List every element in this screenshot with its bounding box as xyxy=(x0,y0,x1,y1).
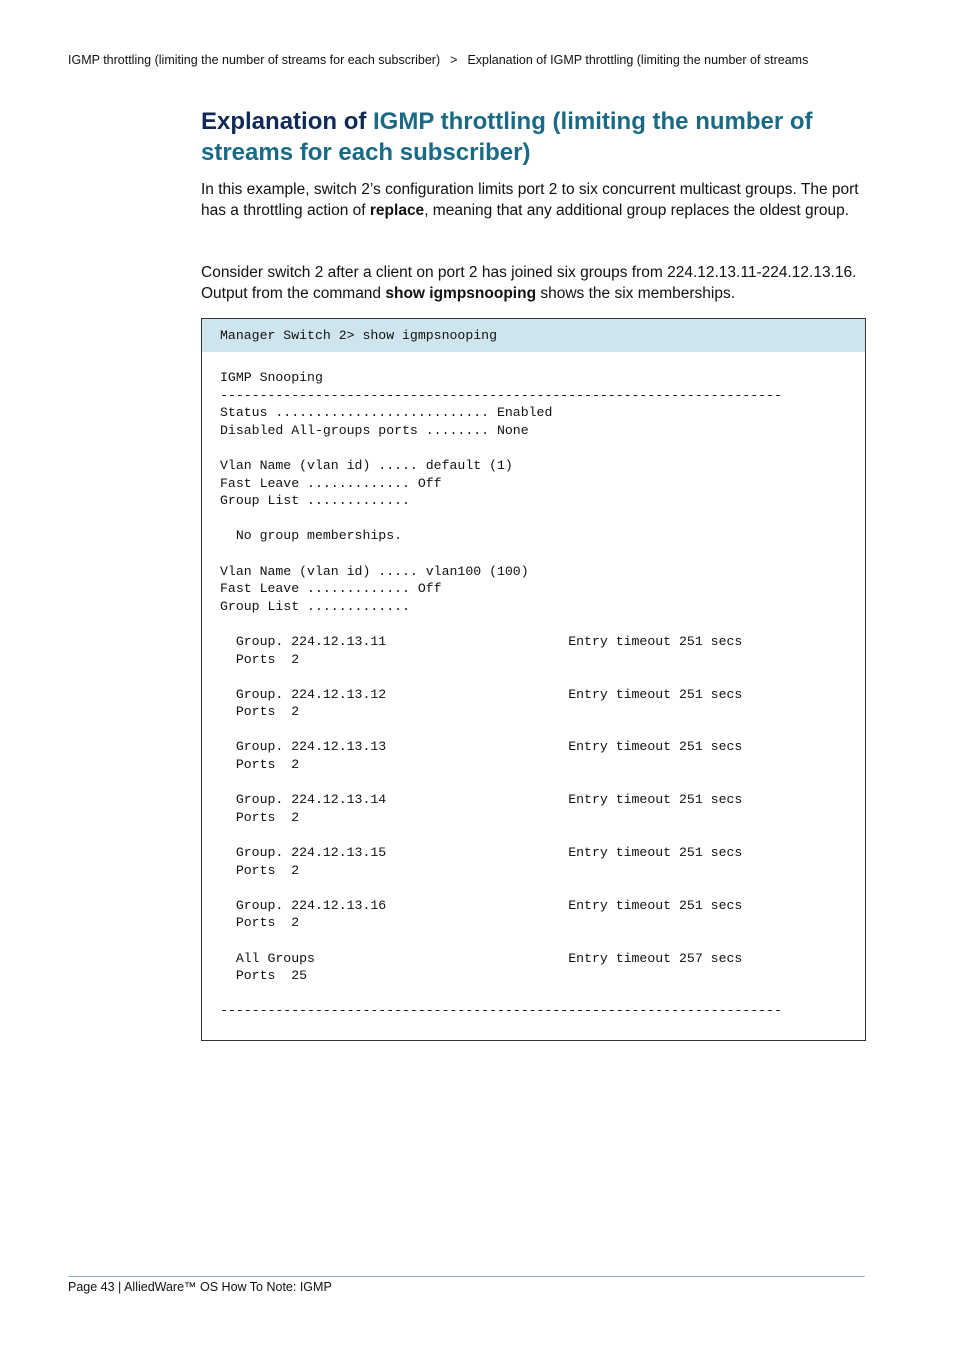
command-line: Manager Switch 2> show igmpsnooping xyxy=(202,319,865,352)
page-title-highlight: IGMP throttling (limiting the number of streams for each subscriber) xyxy=(201,108,813,166)
breadcrumb-current: Explanation of IGMP throttling (limiting the number of streams xyxy=(467,53,809,67)
context-text-after: shows the six memberships. xyxy=(536,285,736,302)
context-text-before: Consider switch 2 after a client on port 2 has joined six groups from 224.12.13.11-224.12.13.16. Output from the command xyxy=(201,264,857,302)
intro-text-before: In this example, switch 2’s configuration limits port 2 to six concurrent multicast groups. The port has a throttling action of xyxy=(201,181,859,219)
page-title-prefix: Explanation of xyxy=(201,108,374,135)
context-paragraph xyxy=(201,262,869,304)
breadcrumb xyxy=(68,53,868,67)
page-title xyxy=(201,106,871,168)
breadcrumb-parent: IGMP throttling (limiting the number of streams for each subscriber) xyxy=(68,53,441,67)
command-output: IGMP Snooping ----------------------------------------------------------------------- Status ........................... Enabled Disabled All-groups ports ........ None Vlan Name (vlan id) ..... default (1) Fast Leave ............. Off Group List ............. No group memberships. Vlan Name (vlan id) ..... vlan100 (100) Fast Leave ............. Off Group List ............. Group. 224.12.13.11 Entry timeout 251 secs Ports 2 Group. 224.12.13.12 Entry timeout 251 secs Ports 2 Group. 224.12.13.13 Entry timeout 251 secs Ports 2 Group. 224.12.13.14 Entry timeout 251 secs Ports 2 Group. 224.12.13.15 Entry timeout 251 secs Ports 2 Group. 224.12.13.16 Entry timeout 251 secs Ports 2 All Groups Entry timeout 257 secs Ports 25 ----------------------------------------------------------------------- xyxy=(220,370,782,1019)
intro-bold-term: replace xyxy=(369,202,425,219)
footer-divider xyxy=(68,1276,865,1277)
context-bold-command: show igmpsnooping xyxy=(385,285,537,302)
intro-paragraph xyxy=(201,179,869,221)
intro-text-after: , meaning that any additional group replaces the oldest group. xyxy=(424,202,849,219)
command-output-box xyxy=(201,318,866,1041)
page-footer: Page 43 | AlliedWare™ OS How To Note: IGMP xyxy=(68,1280,332,1294)
breadcrumb-separator: > xyxy=(450,53,458,67)
